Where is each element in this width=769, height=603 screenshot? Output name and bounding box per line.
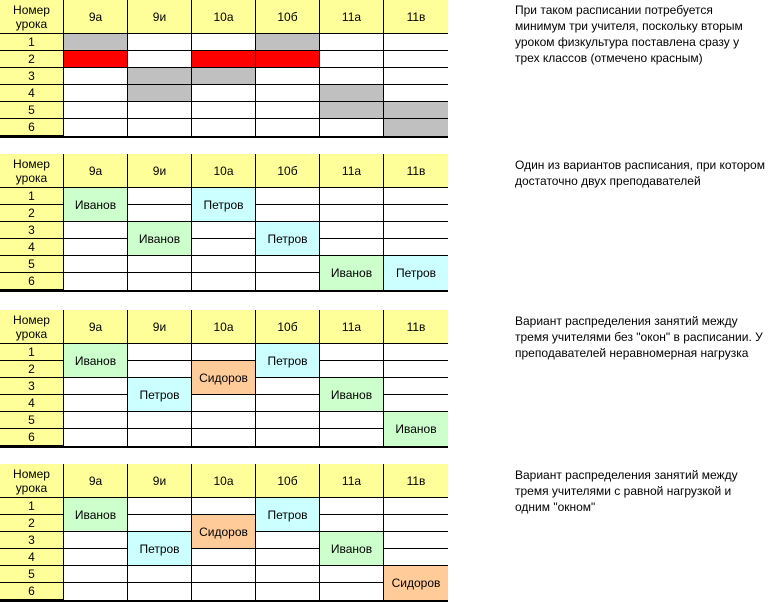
cell-empty [256, 549, 320, 566]
header-class-10a: 10а [192, 310, 256, 344]
row-number: 4 [0, 549, 64, 566]
cell-empty [384, 51, 448, 68]
cell-empty [256, 119, 320, 136]
header-class-11a: 11а [320, 464, 384, 498]
header-class-9a: 9а [64, 310, 128, 344]
header-class-9i: 9и [128, 0, 192, 34]
cell-empty [64, 395, 128, 412]
header-class-10a: 10а [192, 464, 256, 498]
cell-empty [64, 102, 128, 119]
schedule-table-2 [0, 154, 448, 292]
cell-empty [384, 515, 448, 532]
header-class-11v: 11в [384, 0, 448, 34]
header-class-11a: 11а [320, 154, 384, 188]
cell-empty [128, 412, 192, 429]
cell-empty [256, 378, 320, 395]
cell-busy [384, 102, 448, 119]
cell-empty [128, 119, 192, 136]
cell-empty [384, 188, 448, 205]
cell-busy [64, 34, 128, 51]
cell-empty [384, 532, 448, 549]
cell-empty [384, 239, 448, 256]
cell-empty [320, 429, 384, 446]
row-number: 5 [0, 412, 64, 429]
cell-empty [256, 68, 320, 85]
row-number: 6 [0, 429, 64, 446]
cell-empty [128, 429, 192, 446]
cell-empty [192, 102, 256, 119]
cell-conflict [256, 51, 320, 68]
cell-conflict [192, 51, 256, 68]
cell-empty [320, 412, 384, 429]
row-number: 3 [0, 68, 64, 85]
cell-empty [256, 205, 320, 222]
cell-busy [128, 85, 192, 102]
cell-empty [64, 532, 128, 549]
cell-empty [64, 85, 128, 102]
cell-conflict [64, 51, 128, 68]
row-number: 2 [0, 51, 64, 68]
header-class-9a: 9а [64, 464, 128, 498]
header-class-9i: 9и [128, 310, 192, 344]
row-number: 4 [0, 85, 64, 102]
cell-empty [192, 273, 256, 290]
note-table-3: Вариант распределения занятий между тремя учителями без "окон" в расписании. У преподавателей неравномерная нагрузка [515, 314, 763, 360]
cell-busy [320, 102, 384, 119]
cell-empty [384, 222, 448, 239]
row-number: 5 [0, 102, 64, 119]
cell-empty [256, 583, 320, 600]
cell-empty [64, 566, 128, 583]
cell-empty [320, 68, 384, 85]
cell-busy [128, 68, 192, 85]
row-number: 4 [0, 395, 64, 412]
row-number: 5 [0, 256, 64, 273]
cell-ivanov: Иванов [64, 344, 128, 378]
cell-sidorov: Сидоров [192, 515, 256, 549]
cell-empty [64, 378, 128, 395]
schedule-table-4 [0, 464, 448, 602]
row-number: 3 [0, 222, 64, 239]
cell-empty [64, 119, 128, 136]
cell-empty [128, 273, 192, 290]
cell-petrov: Петров [256, 222, 320, 256]
cell-empty [320, 188, 384, 205]
cell-empty [192, 119, 256, 136]
row-number: 3 [0, 532, 64, 549]
cell-sidorov: Сидоров [192, 361, 256, 395]
cell-empty [384, 498, 448, 515]
cell-ivanov: Иванов [64, 498, 128, 532]
row-number: 1 [0, 34, 64, 51]
row-number: 1 [0, 498, 64, 515]
cell-busy [192, 68, 256, 85]
cell-empty [128, 205, 192, 222]
cell-empty [384, 549, 448, 566]
cell-sidorov: Сидоров [384, 566, 448, 600]
cell-petrov: Петров [384, 256, 448, 290]
cell-empty [320, 51, 384, 68]
cell-empty [192, 498, 256, 515]
header-class-11a: 11а [320, 310, 384, 344]
schedule-table-1 [0, 0, 448, 138]
cell-petrov: Петров [128, 378, 192, 412]
header-class-11v: 11в [384, 310, 448, 344]
cell-ivanov: Иванов [320, 378, 384, 412]
cell-empty [384, 85, 448, 102]
cell-empty [320, 361, 384, 378]
header-class-10b: 10б [256, 464, 320, 498]
header-class-10a: 10а [192, 154, 256, 188]
cell-empty [192, 566, 256, 583]
cell-empty [192, 395, 256, 412]
cell-petrov: Петров [128, 532, 192, 566]
header-lesson-number: Номер урока [0, 154, 64, 188]
cell-petrov: Петров [256, 344, 320, 378]
header-class-11a: 11а [320, 0, 384, 34]
header-lesson-number: Номер урока [0, 0, 64, 34]
header-class-9i: 9и [128, 154, 192, 188]
cell-empty [384, 68, 448, 85]
cell-empty [256, 273, 320, 290]
cell-empty [320, 205, 384, 222]
row-number: 6 [0, 119, 64, 136]
row-number: 3 [0, 378, 64, 395]
row-number: 6 [0, 273, 64, 290]
cell-empty [192, 34, 256, 51]
header-class-11v: 11в [384, 154, 448, 188]
cell-ivanov: Иванов [128, 222, 192, 256]
row-number: 5 [0, 566, 64, 583]
cell-empty [64, 412, 128, 429]
cell-empty [128, 51, 192, 68]
header-class-9i: 9и [128, 464, 192, 498]
note-table-4: Вариант распределения занятий между тремя учителями с равной нагрузкой и одним "окном" [515, 468, 738, 514]
cell-empty [128, 566, 192, 583]
cell-empty [320, 119, 384, 136]
cell-empty [64, 583, 128, 600]
cell-busy [320, 85, 384, 102]
row-number: 2 [0, 205, 64, 222]
header-class-9a: 9а [64, 154, 128, 188]
cell-empty [320, 583, 384, 600]
cell-ivanov: Иванов [384, 412, 448, 446]
cell-empty [256, 532, 320, 549]
cell-empty [256, 256, 320, 273]
cell-ivanov: Иванов [64, 188, 128, 222]
cell-empty [384, 361, 448, 378]
cell-empty [384, 205, 448, 222]
cell-empty [128, 256, 192, 273]
cell-petrov: Петров [192, 188, 256, 222]
header-class-11v: 11в [384, 464, 448, 498]
cell-petrov: Петров [256, 498, 320, 532]
cell-empty [128, 188, 192, 205]
cell-empty [64, 429, 128, 446]
cell-empty [192, 239, 256, 256]
row-number: 6 [0, 583, 64, 600]
header-class-10b: 10б [256, 154, 320, 188]
cell-empty [128, 583, 192, 600]
cell-empty [256, 412, 320, 429]
cell-empty [64, 239, 128, 256]
cell-empty [256, 102, 320, 119]
cell-empty [320, 515, 384, 532]
cell-empty [64, 256, 128, 273]
cell-busy [384, 119, 448, 136]
cell-empty [320, 566, 384, 583]
row-number: 2 [0, 515, 64, 532]
cell-empty [64, 549, 128, 566]
row-number: 2 [0, 361, 64, 378]
cell-empty [256, 429, 320, 446]
cell-ivanov: Иванов [320, 532, 384, 566]
header-class-10a: 10а [192, 0, 256, 34]
header-class-10b: 10б [256, 0, 320, 34]
note-table-1: При таком расписании потребуется минимум три учителя, поскольку вторым уроком физкультура поставлена сразу у трех классов (отмечено красным) [515, 3, 743, 65]
header-lesson-number: Номер урока [0, 464, 64, 498]
cell-empty [320, 222, 384, 239]
cell-empty [64, 68, 128, 85]
cell-empty [320, 34, 384, 51]
cell-empty [384, 344, 448, 361]
cell-empty [128, 515, 192, 532]
cell-empty [320, 344, 384, 361]
cell-empty [384, 395, 448, 412]
cell-empty [192, 344, 256, 361]
row-number: 4 [0, 239, 64, 256]
row-number: 1 [0, 344, 64, 361]
cell-empty [192, 583, 256, 600]
cell-empty [128, 361, 192, 378]
cell-busy [256, 34, 320, 51]
cell-empty [192, 256, 256, 273]
cell-empty [192, 222, 256, 239]
cell-empty [192, 549, 256, 566]
cell-empty [128, 102, 192, 119]
header-class-10b: 10б [256, 310, 320, 344]
cell-empty [64, 273, 128, 290]
cell-empty [256, 85, 320, 102]
header-lesson-number: Номер урока [0, 310, 64, 344]
cell-empty [192, 85, 256, 102]
cell-empty [128, 344, 192, 361]
header-class-9a: 9а [64, 0, 128, 34]
cell-empty [192, 412, 256, 429]
cell-empty [384, 378, 448, 395]
row-number: 1 [0, 188, 64, 205]
schedule-table-3 [0, 310, 448, 448]
cell-empty [192, 429, 256, 446]
cell-empty [256, 188, 320, 205]
cell-empty [320, 239, 384, 256]
cell-empty [384, 34, 448, 51]
cell-empty [256, 395, 320, 412]
cell-empty [128, 34, 192, 51]
cell-empty [64, 222, 128, 239]
note-table-2: Один из вариантов расписания, при котором достаточно двух преподавателей [515, 158, 765, 188]
cell-empty [128, 498, 192, 515]
cell-empty [320, 498, 384, 515]
cell-ivanov: Иванов [320, 256, 384, 290]
cell-empty [256, 566, 320, 583]
